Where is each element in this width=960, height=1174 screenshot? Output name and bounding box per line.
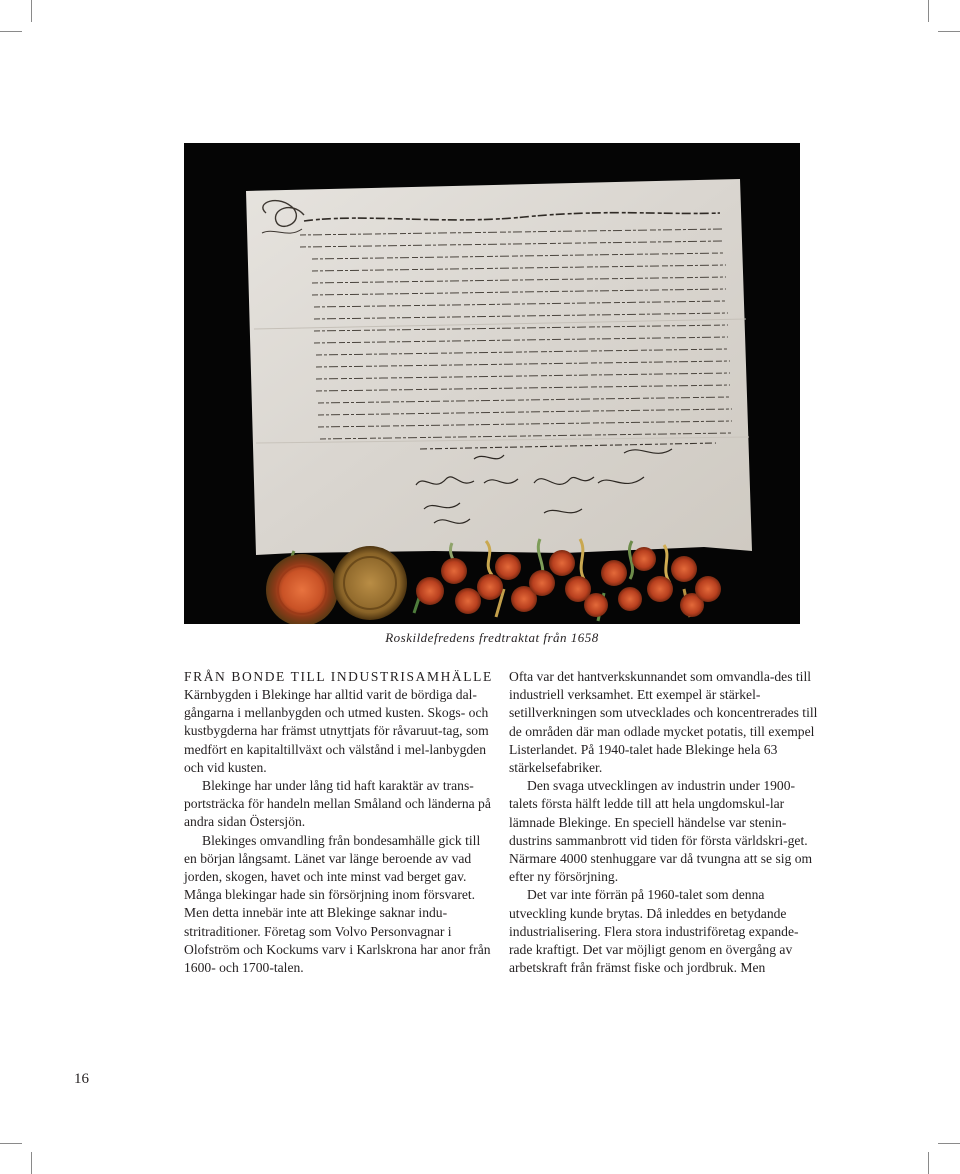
text-column-left: [184, 668, 494, 977]
paragraph: Blekinges omvandling från bondesamhälle gick till en början långsamt. Länet var länge beroende av vad jorden, skogen, havet och inte minst vad berget gav. Många blekingar hade sin försörjning inom försvaret. Men detta innebär inte att Blekinge saknar indu-stritraditioner. Företag som Volvo Personvagnar i Olofström och Kockums varv i Karlskrona har anor från 1600- och 1700-talen.: [184, 832, 491, 976]
paragraph: Blekinge har under lång tid haft karaktär av trans-portsträcka för handeln mellan Småland och länderna på andra sidan Östersjön.: [184, 778, 491, 830]
page-number: 16: [74, 1071, 89, 1087]
crop-mark: [0, 1143, 22, 1144]
large-gold-seal: [333, 546, 407, 620]
crop-mark: [31, 1152, 32, 1174]
treaty-illustration: [184, 143, 800, 624]
paragraph: Kärnbygden i Blekinge har alltid varit de bördiga dal-gångarna i mellanbygden och utmed kusten. Skogs- och kustbygderna har främst utnyttjats för råvaruut-tag, som medfört en kapitaltillväxt och välstånd i mel-lanbygden och vid kusten.: [184, 687, 489, 775]
text-column-right: [509, 668, 819, 977]
figure-caption: Roskildefredens fredtraktat från 1658: [385, 630, 599, 645]
crop-mark: [938, 1143, 960, 1144]
crop-mark: [31, 0, 32, 22]
paragraph: Ofta var det hantverkskunnandet som omvandla-des till industriell verksamhet. Ett exempel är stärkel-setillverkningen som utvecklades och koncentrerades till de områden där man odlade mycket potatis, till exempel Listerlandet. På 1940-talet hade Blekinge hela 63 stärkelsefabriker.: [509, 669, 818, 776]
section-heading: FRÅN BONDE TILL INDUSTRISAMHÄLLE: [184, 669, 493, 684]
crop-mark: [938, 31, 960, 32]
crop-mark: [928, 0, 929, 22]
crop-mark: [0, 31, 22, 32]
paragraph: Det var inte förrän på 1960-talet som denna utveckling kunde brytas. Då inleddes en betydande industrialisering. Flera stora industriföretag expande-rade kraftigt. Det var möjligt genom en övergång av arbetskraft från främst fiske och jordbruk. Men: [509, 887, 799, 976]
paragraph: Den svaga utvecklingen av industrin under 1900-talets första hälft ledde till att hela ungdomskul-lar lämnade Blekinge. En speciell händelse var stenin-dustrins sammanbrott vid tiden för första världskri-get. Närmare 4000 stenhuggare var då tvungna att se sig om efter ny försörjning.: [509, 778, 813, 885]
crop-mark: [928, 1152, 929, 1174]
treaty-photo: [184, 143, 800, 624]
large-red-seal: [266, 554, 338, 624]
